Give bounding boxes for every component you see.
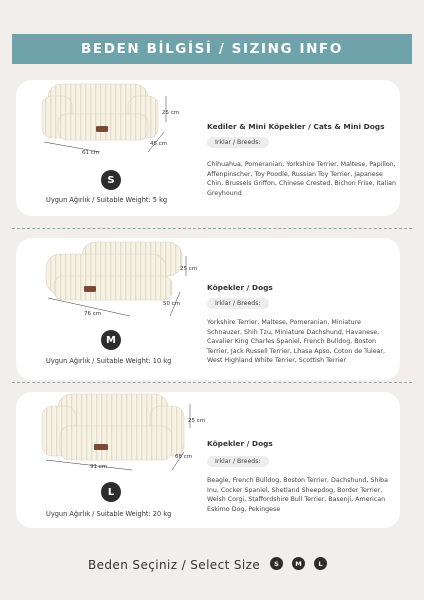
dim-height-m: 25 cm bbox=[180, 266, 198, 272]
bed-image-l bbox=[36, 390, 196, 474]
size-option-s[interactable]: S bbox=[270, 557, 283, 570]
title-m: Köpekler / Dogs bbox=[207, 283, 273, 292]
dim-height-l: 25 cm bbox=[188, 418, 206, 424]
breeds-pill-s: Irklar / Breeds: bbox=[207, 137, 269, 148]
breeds-pill-l: Irklar / Breeds: bbox=[207, 456, 269, 467]
size-badge-l: L bbox=[101, 482, 121, 502]
section-divider bbox=[12, 228, 412, 229]
weight-s: Uygun Ağırlık / Suitable Weight: 5 kg bbox=[46, 196, 168, 204]
select-size-label: Beden Seçiniz / Select Size bbox=[88, 558, 261, 572]
section-divider bbox=[12, 382, 412, 383]
weight-m: Uygun Ağırlık / Suitable Weight: 10 kg bbox=[46, 357, 172, 365]
dim-depth-m: 50 cm bbox=[163, 301, 181, 307]
breeds-list-l: Beagle, French Bulldog, Boston Terrier, Dachshund, Shiba Inu, Cocker Spaniel, Shetland Sheepdog, Border Terrier, Welsh Corgi, Staffordshire Bull Terrier, Basenji, American Eskimo Dog, Pekingese bbox=[207, 477, 388, 513]
title-l: Köpekler / Dogs bbox=[207, 439, 273, 448]
dim-width-s: 61 cm bbox=[82, 150, 100, 156]
dim-depth-l: 68 cm bbox=[175, 454, 193, 460]
dim-depth-s: 45 cm bbox=[150, 141, 168, 147]
size-option-m[interactable]: M bbox=[292, 557, 305, 570]
size-badge-s: S bbox=[101, 170, 121, 190]
banner-title: BEDEN BİLGİSİ / SIZING INFO bbox=[81, 41, 343, 57]
bed-image-m bbox=[40, 236, 190, 320]
size-badge-m: M bbox=[101, 330, 121, 350]
weight-l: Uygun Ağırlık / Suitable Weight: 20 kg bbox=[46, 510, 172, 518]
breeds-pill-m: Irklar / Breeds: bbox=[207, 298, 269, 309]
size-option-l[interactable]: L bbox=[314, 557, 327, 570]
breeds-list-s: Chihuahua, Pomeranian, Yorkshire Terrier, Maltese, Papillon, Affenpinscher, Toy Poodle, Russian Toy Terrier, Japanese Chin, Brussels Griffon, Chinese Crested, Bichon Frise, Italian Greyhound bbox=[207, 161, 396, 197]
title-s: Kediler & Mini Köpekler / Cats & Mini Dogs bbox=[207, 122, 385, 131]
breeds-list-m: Yorkshire Terrier, Maltese, Pomeranian, Miniature Schnauzer, Shih Tzu, Miniature Dachshund, Havanese, Cavalier King Charles Spaniel, French Bulldog, Boston Terrier, Jack Russell Terrier, Lhasa Apso, Coton de Tulear, West Highland White Terrier, Scottish Terrier bbox=[207, 319, 386, 365]
dim-height-s: 25 cm bbox=[162, 110, 180, 116]
dim-width-l: 91 cm bbox=[90, 464, 108, 470]
dim-width-m: 76 cm bbox=[84, 311, 102, 317]
sizing-info-banner bbox=[12, 34, 412, 64]
